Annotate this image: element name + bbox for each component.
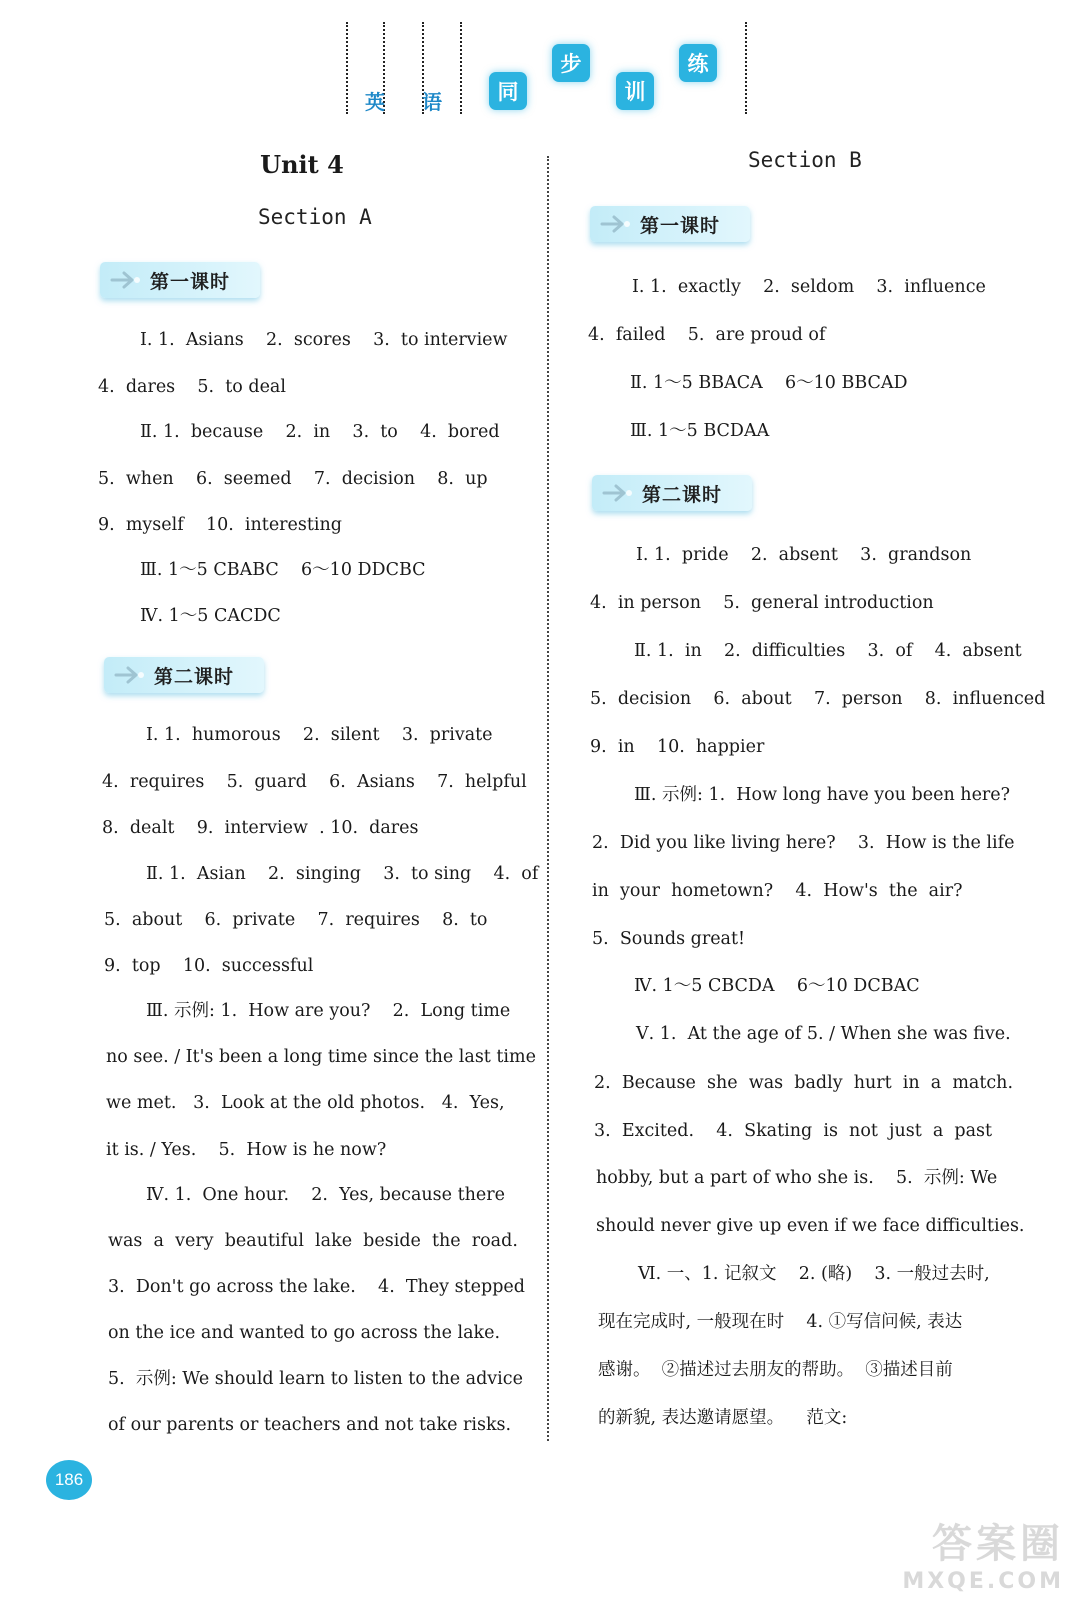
lesson-badge-second-b: [592, 475, 752, 511]
answer-line: 3. Excited. 4. Skating is not just a past: [594, 1121, 993, 1141]
page-number: 186: [46, 1460, 92, 1500]
answer-line: hobby, but a part of who she is. 5. 示例: We: [596, 1168, 998, 1188]
arrow-right-icon: [600, 214, 634, 234]
answer-line: Ⅱ. 1. because 2. in 3. to 4. bored: [140, 422, 500, 442]
lesson-badge-first: [100, 262, 260, 298]
lesson-label: 第二课时: [642, 483, 723, 506]
answer-line: Ⅴ. 1. At the age of 5. / When she was five.: [636, 1024, 1011, 1044]
arrow-right-icon: [110, 270, 144, 290]
answer-line: 8. dealt 9. interview . 10. dares: [102, 818, 419, 838]
section-title-a: Section A: [258, 205, 372, 229]
answer-line: 5. decision 6. about 7. person 8. influenced: [590, 689, 1046, 709]
answer-line: 感谢。 ②描述过去朋友的帮助。 ③描述目前: [598, 1360, 953, 1380]
answer-line: Ⅰ. 1. humorous 2. silent 3. private: [146, 725, 493, 745]
answer-line: Ⅳ. 1～5 CBCDA 6～10 DCBAC: [634, 976, 920, 996]
answer-line: 5. about 6. private 7. requires 8. to: [104, 910, 488, 930]
answer-line: in your hometown? 4. How's the air?: [592, 881, 963, 901]
lesson-badge-first-b: [590, 206, 750, 242]
answer-line: Ⅱ. 1. Asian 2. singing 3. to sing 4. of: [146, 864, 539, 884]
answer-line: Ⅲ. 示例: 1. How are you? 2. Long time: [146, 1001, 511, 1021]
lesson-label: 第一课时: [640, 214, 721, 237]
watermark: [902, 1512, 1064, 1594]
answer-line: should never give up even if we face difficulties.: [596, 1216, 1025, 1236]
watermark-url: MXQE.COM: [902, 1569, 1064, 1594]
lesson-badge-second: [104, 657, 264, 693]
answer-line: Ⅰ. 1. Asians 2. scores 3. to interview: [140, 330, 508, 350]
answer-line: of our parents or teachers and not take risks.: [108, 1415, 512, 1435]
header-box-tong: 同: [489, 72, 527, 110]
lesson-label: 第二课时: [154, 665, 235, 688]
answer-line: 的新貌, 表达邀请愿望。 范文:: [598, 1408, 848, 1428]
answer-line: Ⅵ. 一、1. 记叙文 2. (略) 3. 一般过去时,: [638, 1264, 990, 1284]
answer-line: 9. top 10. successful: [104, 956, 314, 976]
answer-line: Ⅲ. 1～5 CBABC 6～10 DDCBC: [140, 560, 426, 580]
answer-line: 9. in 10. happier: [590, 737, 765, 757]
answer-line: 2. Because she was badly hurt in a match.: [594, 1073, 1014, 1093]
answer-line: 5. Sounds great!: [592, 929, 746, 949]
answer-line: Ⅲ. 示例: 1. How long have you been here?: [634, 785, 1011, 805]
answer-line: Ⅳ. 1～5 CACDC: [140, 606, 281, 626]
arrow-right-icon: [602, 483, 636, 503]
answer-line: 9. myself 10. interesting: [98, 515, 342, 535]
answer-line: 2. Did you like living here? 3. How is the life: [592, 833, 1015, 853]
header-box-xun: 训: [616, 72, 654, 110]
answer-line: Ⅰ. 1. exactly 2. seldom 3. influence: [632, 277, 986, 297]
answer-line: Ⅱ. 1. in 2. difficulties 3. of 4. absent: [634, 641, 1022, 661]
watermark-logo-text: 答案圈: [932, 1521, 1064, 1567]
answer-line: we met. 3. Look at the old photos. 4. Yes,: [106, 1093, 505, 1113]
header-divider: [460, 22, 462, 114]
header-divider: [346, 22, 348, 114]
answer-line: was a very beautiful lake beside the road.: [108, 1231, 518, 1251]
answer-line: 5. 示例: We should learn to listen to the advice: [108, 1369, 523, 1389]
answer-line: on the ice and wanted to go across the lake.: [108, 1323, 501, 1343]
answer-line: 4. in person 5. general introduction: [590, 593, 934, 613]
answer-line: 3. Don't go across the lake. 4. They stepped: [108, 1277, 525, 1297]
arrow-right-icon: [114, 665, 148, 685]
answer-line: Ⅰ. 1. pride 2. absent 3. grandson: [636, 545, 972, 565]
header-char-language: 语: [422, 90, 442, 114]
lesson-label: 第一课时: [150, 270, 231, 293]
answer-line: 4. requires 5. guard 6. Asians 7. helpful: [102, 772, 527, 792]
header-box-lian: 练: [679, 44, 717, 82]
answer-line: 4. dares 5. to deal: [98, 377, 286, 397]
header-char-english: 英: [365, 90, 385, 114]
answer-line: it is. / Yes. 5. How is he now?: [106, 1140, 387, 1160]
section-title-b: Section B: [748, 148, 862, 172]
answer-line: Ⅲ. 1～5 BCDAA: [630, 421, 770, 441]
answer-line: Ⅳ. 1. One hour. 2. Yes, because there: [146, 1185, 505, 1205]
header-divider: [745, 22, 747, 114]
header-box-bu: 步: [552, 44, 590, 82]
column-divider: [547, 156, 549, 1441]
answer-line: Ⅱ. 1～5 BBACA 6～10 BBCAD: [630, 373, 908, 393]
unit-title: Unit 4: [260, 150, 344, 179]
answer-line: 5. when 6. seemed 7. decision 8. up: [98, 469, 488, 489]
answer-line: 4. failed 5. are proud of: [588, 325, 826, 345]
answer-line: 现在完成时, 一般现在时 4. ①写信问候, 表达: [598, 1312, 963, 1332]
answer-line: no see. / It's been a long time since the last time: [106, 1047, 536, 1067]
